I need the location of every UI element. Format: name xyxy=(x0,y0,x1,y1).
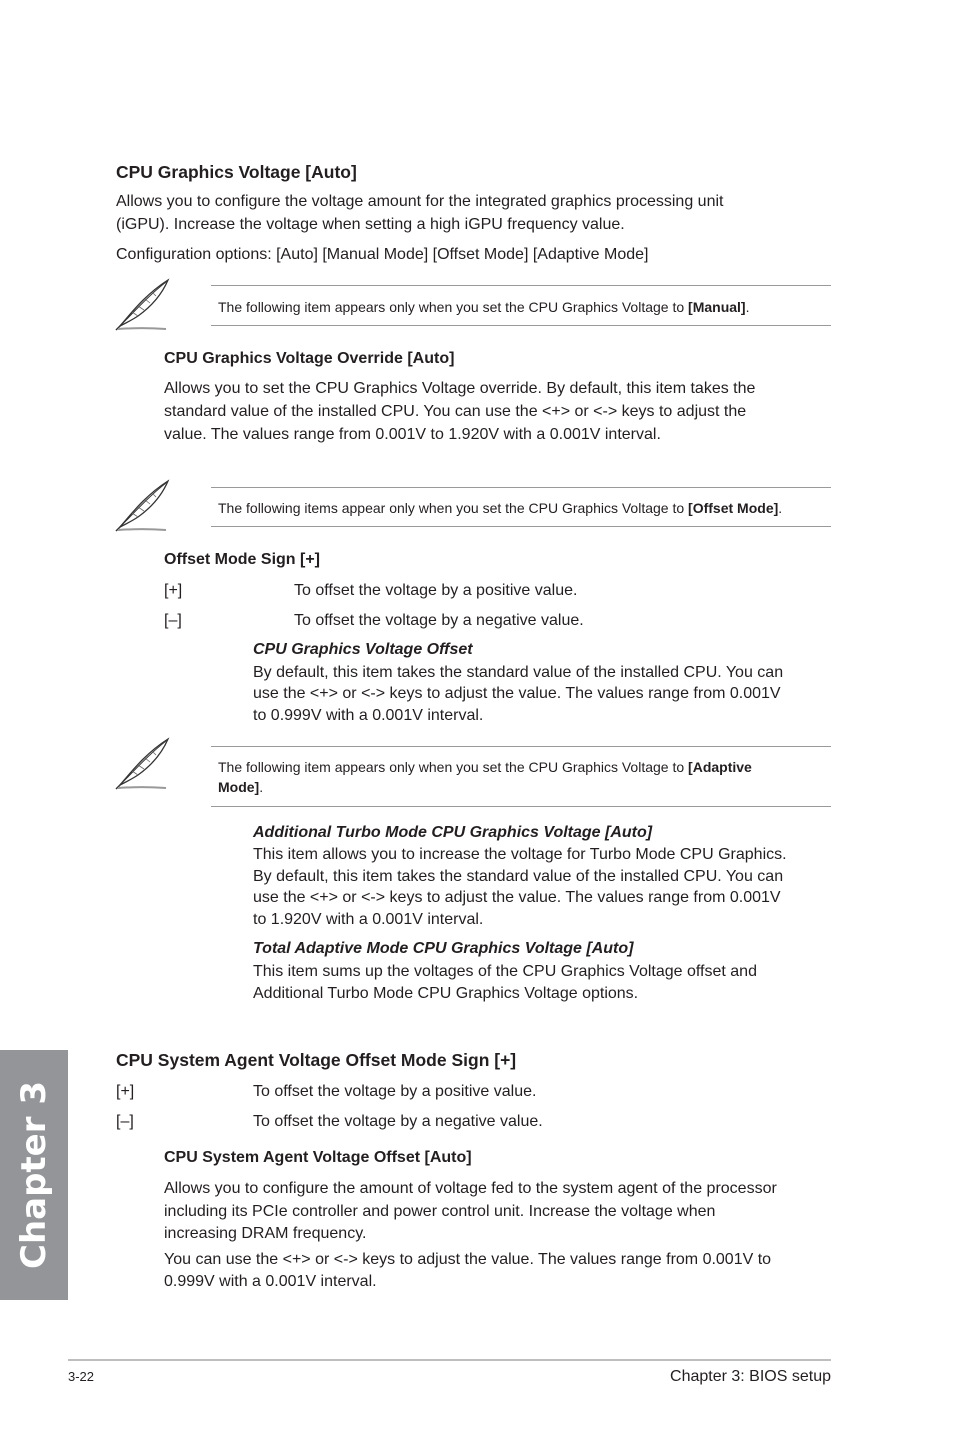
subitem-desc-line: This item allows you to increase the voltage for Turbo Mode CPU Graphics. xyxy=(253,846,787,863)
subitem-desc-line: to 1.920V with a 0.001V interval. xyxy=(253,911,484,928)
note-text: Mode]. xyxy=(218,779,264,795)
feather-pen-icon xyxy=(112,735,172,791)
option-desc: To offset the voltage by a negative value. xyxy=(253,1113,543,1130)
subitem-desc-line: use the <+> or <-> keys to adjust the value. The values range from 0.001V xyxy=(253,889,781,906)
feather-pen-icon xyxy=(112,477,172,533)
section-desc-line: (iGPU). Increase the voltage when setting a high iGPU frequency value. xyxy=(116,216,625,233)
note-text: The following items appear only when you set the CPU Graphics Voltage to [Offset Mode]. xyxy=(218,500,783,516)
option-key: [+] xyxy=(164,582,183,599)
note-rule-bottom xyxy=(211,325,831,326)
item-desc-line: standard value of the installed CPU. You can use the <+> or <-> keys to adjust the xyxy=(164,403,747,420)
item-title-offset-mode-sign: Offset Mode Sign [+] xyxy=(164,551,320,568)
item-title-system-agent-offset: CPU System Agent Voltage Offset [Auto] xyxy=(164,1149,472,1166)
option-key: [–] xyxy=(116,1113,134,1130)
note-rule-bottom xyxy=(211,526,831,527)
note-rule-top xyxy=(211,285,831,286)
note-text: The following item appears only when you set the CPU Graphics Voltage to [Adaptive xyxy=(218,759,752,775)
note-rule-bottom xyxy=(211,806,831,807)
note-rule-top xyxy=(211,487,831,488)
item-desc-line: including its PCIe controller and power control unit. Increase the voltage when xyxy=(164,1203,716,1220)
footer-rule xyxy=(68,1359,831,1361)
option-key: [+] xyxy=(116,1083,135,1100)
item-desc-line: Allows you to set the CPU Graphics Voltage override. By default, this item takes the xyxy=(164,380,756,397)
option-desc: To offset the voltage by a negative value. xyxy=(294,612,584,629)
subitem-desc-line: By default, this item takes the standard value of the installed CPU. You can xyxy=(253,868,784,885)
option-desc: To offset the voltage by a positive value. xyxy=(253,1083,537,1100)
subitem-title-total-adaptive-voltage: Total Adaptive Mode CPU Graphics Voltage [Auto] xyxy=(253,940,634,957)
option-key: [–] xyxy=(164,612,182,629)
option-desc: To offset the voltage by a positive value. xyxy=(294,582,578,599)
subitem-desc-line: to 0.999V with a 0.001V interval. xyxy=(253,707,484,724)
item-desc-line: increasing DRAM frequency. xyxy=(164,1225,367,1242)
page-number: 3-22 xyxy=(68,1369,95,1384)
subitem-desc-line: use the <+> or <-> keys to adjust the value. The values range from 0.001V xyxy=(253,685,781,702)
chapter-side-tab-label: Chapter 3 xyxy=(14,1080,54,1270)
section-title-cpu-graphics-voltage: CPU Graphics Voltage [Auto] xyxy=(116,162,357,182)
subitem-desc-line: This item sums up the voltages of the CPU Graphics Voltage offset and xyxy=(253,963,757,980)
item-desc-line: You can use the <+> or <-> keys to adjust the value. The values range from 0.001V to xyxy=(164,1251,772,1268)
item-desc-line: 0.999V with a 0.001V interval. xyxy=(164,1273,377,1290)
item-desc-line: value. The values range from 0.001V to 1.920V with a 0.001V interval. xyxy=(164,426,661,443)
section-title-system-agent-sign: CPU System Agent Voltage Offset Mode Sign [+] xyxy=(116,1050,517,1070)
footer-chapter-title: Chapter 3: BIOS setup xyxy=(670,1368,831,1385)
subitem-desc-line: By default, this item takes the standard value of the installed CPU. You can xyxy=(253,664,784,681)
note-text: The following item appears only when you set the CPU Graphics Voltage to [Manual]. xyxy=(218,299,750,315)
feather-pen-icon xyxy=(112,276,172,332)
config-options: Configuration options: [Auto] [Manual Mode] [Offset Mode] [Adaptive Mode] xyxy=(116,246,649,263)
section-desc-line: Allows you to configure the voltage amount for the integrated graphics processing unit xyxy=(116,193,724,210)
item-title-voltage-override: CPU Graphics Voltage Override [Auto] xyxy=(164,350,455,367)
subitem-title-turbo-graphics-voltage: Additional Turbo Mode CPU Graphics Voltage [Auto] xyxy=(253,824,653,841)
subitem-desc-line: Additional Turbo Mode CPU Graphics Voltage options. xyxy=(253,985,639,1002)
note-rule-top xyxy=(211,746,831,747)
subitem-title-graphics-voltage-offset: CPU Graphics Voltage Offset xyxy=(253,641,473,658)
item-desc-line: Allows you to configure the amount of voltage fed to the system agent of the processor xyxy=(164,1180,777,1197)
